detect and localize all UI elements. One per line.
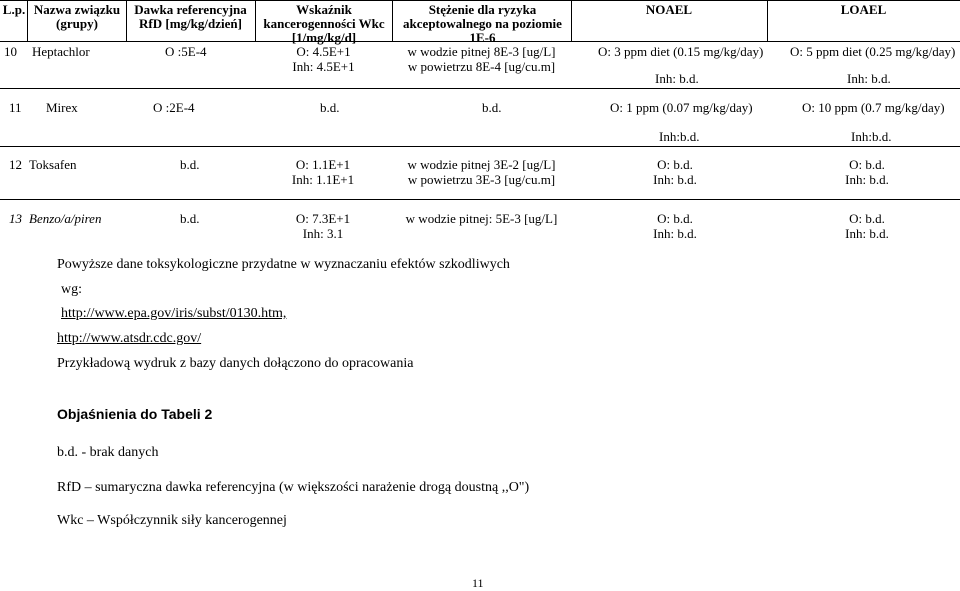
row-rfd: O :2E-4 bbox=[153, 100, 195, 115]
row-loael: O: 5 ppm diet (0.25 mg/kg/day) bbox=[790, 44, 956, 59]
row-lp: 11 bbox=[9, 100, 22, 115]
row-lp: 13 bbox=[9, 211, 22, 226]
row-noael bbox=[620, 211, 730, 241]
loael-line: O: b.d. bbox=[849, 157, 885, 172]
legend-title: Objaśnienia do Tabeli 2 bbox=[57, 406, 213, 422]
noael-line: Inh: b.d. bbox=[653, 226, 697, 241]
row-wkc: b.d. bbox=[320, 100, 340, 115]
row-loael bbox=[812, 157, 922, 187]
noael-line: O: b.d. bbox=[657, 157, 693, 172]
column-divider-4 bbox=[392, 0, 393, 42]
row-lp: 10 bbox=[4, 44, 17, 59]
row-wkc bbox=[268, 211, 378, 241]
header-lp bbox=[2, 3, 26, 17]
row-12-bottom-border bbox=[0, 199, 960, 200]
noael-line: Inh: b.d. bbox=[653, 172, 697, 187]
loael-line: Inh: b.d. bbox=[845, 226, 889, 241]
row-concentration: w wodzie pitnej: 5E-3 [ug/L] bbox=[405, 211, 558, 226]
row-loael-inh: Inh:b.d. bbox=[851, 129, 892, 144]
row-noael: O: 3 ppm diet (0.15 mg/kg/day) bbox=[598, 44, 764, 59]
notes-sample: Przykładową wydruk z bazy danych dołączono do opracowania bbox=[57, 356, 414, 371]
column-divider-1 bbox=[27, 0, 28, 42]
conc-line: w powietrzu 8E-4 [ug/cu.m] bbox=[407, 59, 556, 74]
page-number: 11 bbox=[472, 576, 484, 590]
row-11-bottom-border bbox=[0, 146, 960, 147]
wkc-line: Inh: 1.1E+1 bbox=[291, 172, 355, 187]
row-rfd: b.d. bbox=[180, 157, 200, 172]
row-noael-inh: Inh: b.d. bbox=[655, 71, 699, 86]
noael-line: O: b.d. bbox=[657, 211, 693, 226]
loael-line: O: b.d. bbox=[849, 211, 885, 226]
column-divider-3 bbox=[255, 0, 256, 42]
row-10-bottom-border bbox=[0, 88, 960, 89]
wkc-line: Inh: 3.1 bbox=[302, 226, 344, 241]
row-wkc bbox=[268, 157, 378, 187]
row-name: Toksafen bbox=[29, 157, 77, 172]
header-loael: LOAEL bbox=[840, 2, 887, 17]
row-name: Benzo/a/piren bbox=[29, 211, 102, 226]
header-wkc: Wskaźnik kancerogenności Wkc [1/mg/kg/d] bbox=[263, 2, 385, 45]
header-name: Nazwa związku (grupy) bbox=[33, 2, 121, 31]
loael-line: Inh: b.d. bbox=[845, 172, 889, 187]
row-rfd: O :5E-4 bbox=[165, 44, 207, 59]
row-loael bbox=[812, 211, 922, 241]
row-name: Mirex bbox=[46, 100, 78, 115]
header-lp-text: L.p. bbox=[2, 2, 26, 17]
row-noael-inh: Inh:b.d. bbox=[659, 129, 700, 144]
row-wkc bbox=[255, 44, 392, 74]
conc-line: w powietrzu 3E-3 [ug/cu.m] bbox=[407, 172, 556, 187]
epa-link[interactable]: http://www.epa.gov/iris/subst/0130.htm, bbox=[61, 306, 287, 321]
row-noael bbox=[620, 157, 730, 187]
legend-rfd: RfD – sumaryczna dawka referencyjna (w większości narażenie drogą doustną ,,O") bbox=[57, 480, 530, 495]
row-concentration bbox=[392, 157, 571, 187]
notes-wg: wg: bbox=[61, 282, 82, 297]
header-noael: NOAEL bbox=[645, 2, 693, 17]
row-concentration bbox=[392, 44, 571, 74]
header-rfd: Dawka referencyjna RfD [mg/kg/dzień] bbox=[134, 2, 247, 31]
table-top-border bbox=[0, 0, 960, 1]
atsdr-link[interactable]: http://www.atsdr.cdc.gov/ bbox=[57, 331, 202, 346]
notes-intro: Powyższe dane toksykologiczne przydatne w wyznaczaniu efektów szkodliwych bbox=[57, 257, 510, 272]
conc-line: w wodzie pitnej 8E-3 [ug/L] bbox=[407, 44, 556, 59]
row-loael-inh: Inh: b.d. bbox=[847, 71, 891, 86]
legend-bd: b.d. - brak danych bbox=[57, 445, 159, 460]
conc-line: w wodzie pitnej 3E-2 [ug/L] bbox=[407, 157, 556, 172]
wkc-line: O: 7.3E+1 bbox=[295, 211, 351, 226]
row-rfd: b.d. bbox=[180, 211, 200, 226]
row-noael: O: 1 ppm (0.07 mg/kg/day) bbox=[610, 100, 753, 115]
wkc-line: O: 1.1E+1 bbox=[295, 157, 351, 172]
legend-wkc: Wkc – Współczynnik siły kancerogennej bbox=[57, 513, 287, 528]
row-name: Heptachlor bbox=[32, 44, 90, 59]
row-concentration: b.d. bbox=[482, 100, 502, 115]
wkc-line: Inh: 4.5E+1 bbox=[292, 59, 355, 74]
row-loael: O: 10 ppm (0.7 mg/kg/day) bbox=[802, 100, 945, 115]
header-concentration: Stężenie dla ryzyka akceptowalnego na poziomie 1E-6 bbox=[403, 2, 562, 45]
row-lp: 12 bbox=[9, 157, 22, 172]
column-divider-2 bbox=[126, 0, 127, 42]
wkc-line: O: 4.5E+1 bbox=[296, 44, 351, 59]
